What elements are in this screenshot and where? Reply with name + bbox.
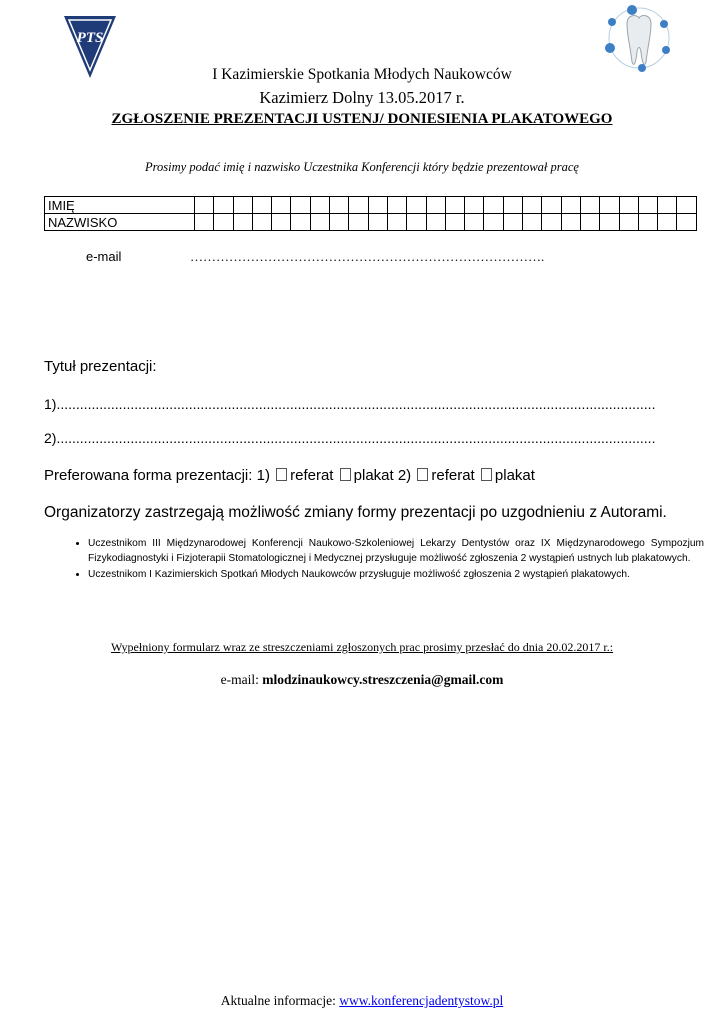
instruction-text: Prosimy podać imię i nazwisko Uczestnika Konferencji który będzie prezentował pracę	[145, 160, 579, 174]
last-name-box[interactable]	[214, 214, 233, 231]
conference-name: I Kazimierskie Spotkania Młodych Naukowców	[212, 66, 512, 83]
first-name-box[interactable]	[426, 197, 445, 214]
last-name-box[interactable]	[465, 214, 484, 231]
first-name-box[interactable]	[310, 197, 329, 214]
last-name-box[interactable]	[561, 214, 580, 231]
title-line-2[interactable]: 2)..........................................................................................................................................................	[44, 430, 656, 446]
first-name-box[interactable]	[368, 197, 387, 214]
last-name-box[interactable]	[658, 214, 677, 231]
last-name-box[interactable]	[445, 214, 464, 231]
last-name-label: NAZWISKO	[45, 214, 195, 231]
last-name-box[interactable]	[619, 214, 638, 231]
first-name-box[interactable]	[542, 197, 561, 214]
first-name-box[interactable]	[580, 197, 599, 214]
presentation-title-label: Tytuł prezentacji:	[44, 358, 157, 375]
last-name-box[interactable]	[233, 214, 252, 231]
first-name-box[interactable]	[484, 197, 503, 214]
last-name-box[interactable]	[310, 214, 329, 231]
last-name-box[interactable]	[272, 214, 291, 231]
last-name-box[interactable]	[503, 214, 522, 231]
bullet-item: • Uczestnikom III Międzynarodowej Konferencji Naukowo-Szkoleniowej Lekarzy Dentystów oraz IX Międzynarodowego Sympozjum Fizykodiagnostyki i Fizjoterapii Stomatologicznej i Medycznej przysługuje możliwość zgłoszenia 2 wystąpień ustnych lub plakatowych.	[88, 536, 704, 566]
last-name-box[interactable]	[677, 214, 696, 231]
footer-prefix: Aktualne informacje:	[220, 993, 340, 1008]
last-name-box[interactable]	[600, 214, 619, 231]
info-bullets	[64, 536, 704, 583]
first-name-row	[45, 197, 697, 214]
submission-note: Wypełniony formularz wraz ze streszczeniami zgłoszonych prac prosimy przesłać do dnia 20.02.2017 r.:	[110, 640, 614, 654]
first-name-box[interactable]	[523, 197, 542, 214]
submission-email	[0, 672, 724, 688]
submission-email-prefix: e-mail:	[220, 672, 263, 687]
dental-tooth-logo	[602, 2, 676, 74]
first-name-box[interactable]	[195, 197, 214, 214]
first-name-box[interactable]	[600, 197, 619, 214]
first-name-box[interactable]	[252, 197, 271, 214]
first-name-box[interactable]	[638, 197, 657, 214]
first-name-box[interactable]	[387, 197, 406, 214]
option-plakat-1: plakat 2)	[353, 467, 412, 484]
first-name-box[interactable]	[658, 197, 677, 214]
email-field[interactable]: ……………………………………………………………………….	[190, 249, 545, 264]
last-name-box[interactable]	[580, 214, 599, 231]
last-name-box[interactable]	[523, 214, 542, 231]
footer	[0, 993, 724, 1009]
checkbox-plakat-1[interactable]	[340, 468, 351, 481]
last-name-box[interactable]	[542, 214, 561, 231]
presentation-preference	[44, 467, 535, 484]
option-plakat-2: plakat	[494, 467, 535, 484]
last-name-box[interactable]	[330, 214, 349, 231]
last-name-box[interactable]	[195, 214, 214, 231]
first-name-box[interactable]	[349, 197, 368, 214]
first-name-box[interactable]	[330, 197, 349, 214]
last-name-box[interactable]	[291, 214, 310, 231]
name-grid	[44, 196, 697, 231]
first-name-box[interactable]	[503, 197, 522, 214]
conference-place-date: Kazimierz Dolny 13.05.2017 r.	[259, 88, 465, 107]
first-name-box[interactable]	[445, 197, 464, 214]
form-title: ZGŁOSZENIE PREZENTACJI USTENJ/ DONIESIENIA PLAKATOWEGO	[111, 111, 613, 127]
first-name-box[interactable]	[214, 197, 233, 214]
first-name-label: IMIĘ	[45, 197, 195, 214]
first-name-box[interactable]	[677, 197, 696, 214]
first-name-box[interactable]	[291, 197, 310, 214]
last-name-box[interactable]	[426, 214, 445, 231]
first-name-box[interactable]	[465, 197, 484, 214]
option-referat-1: referat	[290, 467, 334, 484]
last-name-box[interactable]	[368, 214, 387, 231]
title-line-1[interactable]: 1)..........................................................................................................................................................	[44, 396, 656, 412]
last-name-box[interactable]	[387, 214, 406, 231]
option-referat-2: referat	[431, 467, 475, 484]
first-name-box[interactable]	[561, 197, 580, 214]
footer-website-link[interactable]: www.konferencjadentystow.pl	[339, 993, 504, 1008]
last-name-box[interactable]	[638, 214, 657, 231]
preference-label: Preferowana forma prezentacji: 1)	[44, 467, 270, 484]
checkbox-referat-2[interactable]	[417, 468, 428, 481]
last-name-row	[45, 214, 697, 231]
submission-email-address[interactable]: mlodzinaukowcy.streszczenia@gmail.com	[262, 672, 504, 687]
organizers-note: Organizatorzy zastrzegają możliwość zmiany formy prezentacji po uzgodnieniu z Autorami.	[44, 504, 667, 521]
last-name-box[interactable]	[252, 214, 271, 231]
pts-logo-text: PTS	[76, 30, 104, 46]
last-name-box[interactable]	[407, 214, 426, 231]
first-name-box[interactable]	[619, 197, 638, 214]
first-name-box[interactable]	[407, 197, 426, 214]
checkbox-referat-1[interactable]	[276, 468, 287, 481]
first-name-box[interactable]	[233, 197, 252, 214]
email-label: e-mail	[86, 249, 122, 264]
last-name-box[interactable]	[484, 214, 503, 231]
bullet-item: • Uczestnikom I Kazimierskich Spotkań Młodych Naukowców przysługuje możliwość zgłoszenia 2 wystąpień plakatowych.	[88, 567, 704, 582]
last-name-box[interactable]	[349, 214, 368, 231]
checkbox-plakat-2[interactable]	[481, 468, 492, 481]
first-name-box[interactable]	[272, 197, 291, 214]
